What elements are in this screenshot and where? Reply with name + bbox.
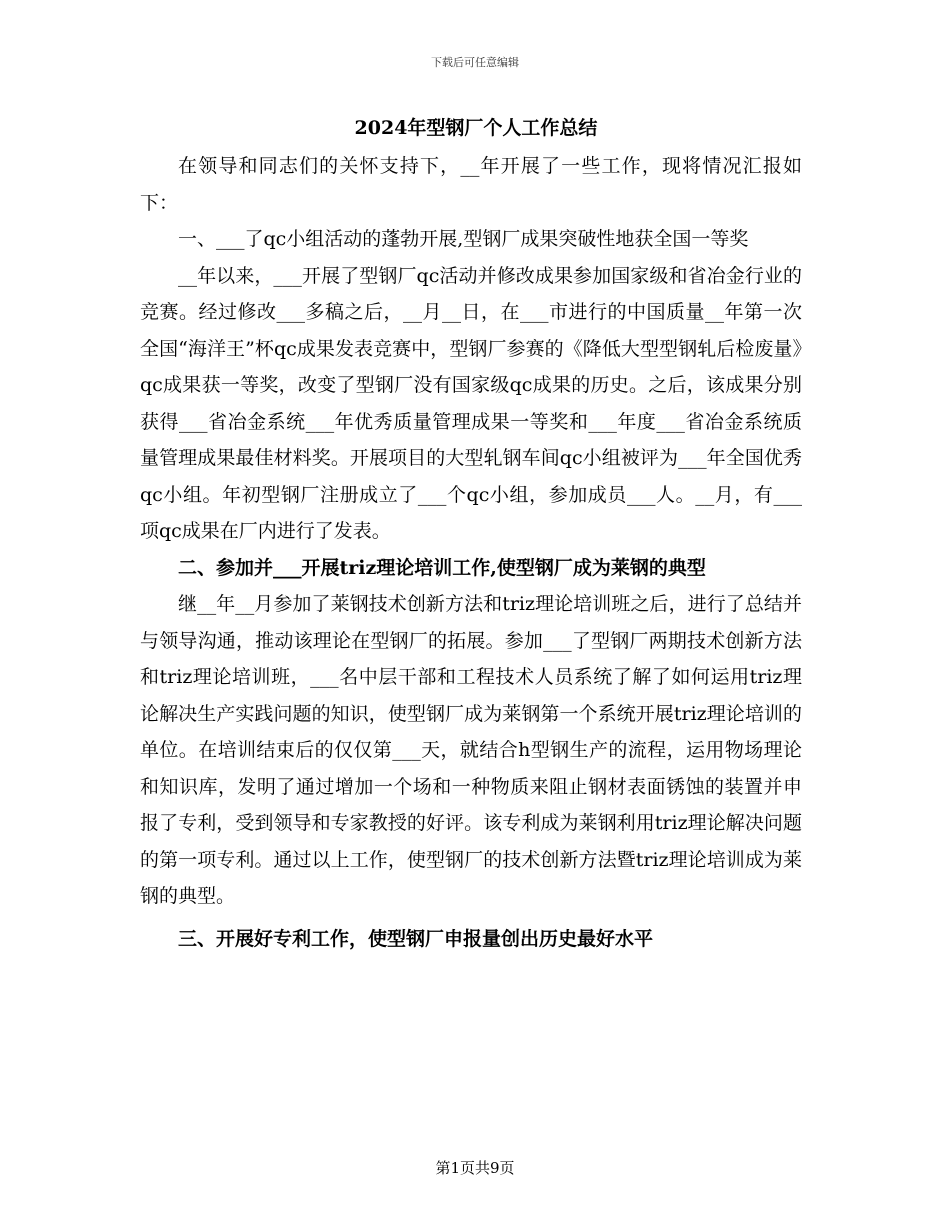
section-2-heading: 二、参加并___开展triz理论培训工作,使型钢厂成为莱钢的典型	[178, 556, 706, 579]
section-1-paragraph: __年以来，___开展了型钢厂qc活动并修改成果参加国家级和省冶金行业的竞赛。经过修改___多稿之后，__月__日，在___市进行的中国质量__年第一次全国“海洋王”杯qc成果发表竞赛中，型钢厂参赛的《降低大型型钢轧后检废量》qc成果获一等奖，改变了型钢厂没有国家级qc成果的历史。之后，该成果分别获得___省冶金系统___年优秀质量管理成果一等奖和___年度___省冶金系统质量管理成果最佳材料奖。开展项目的大型轧钢车间qc小组被评为___年全国优秀qc小组。年初型钢厂注册成立了___个qc小组，参加成员___人。__月，有___项qc成果在厂内进行了发表。	[140, 264, 802, 542]
document-title: 2024年型钢厂个人工作总结	[354, 117, 598, 139]
section-1-heading: 一、___了qc小组活动的蓬勃开展,型钢厂成果突破性地获全国一等奖	[178, 228, 749, 250]
section-3-heading: 三、开展好专利工作，使型钢厂申报量创出历史最好水平	[178, 927, 654, 950]
section-2-paragraph: 继__年__月参加了莱钢技术创新方法和triz理论培训班之后，进行了总结并与领导沟通，推动该理论在型钢厂的拓展。参加___了型钢厂两期技术创新方法和triz理论培训班，___名中层干部和工程技术人员系统了解了如何运用triz理论解决生产实践问题的知识，使型钢厂成为莱钢第一个系统开展triz理论培训的单位。在培训结束后的仅仅第___天，就结合h型钢生产的流程，运用物场理论和知识库，发明了通过增加一个场和一种物质来阻止钢材表面锈蚀的装置并申报了专利，受到领导和专家教授的好评。该专利成为莱钢利用triz理论解决问题的第一项专利。通过以上工作，使型钢厂的技术创新方法暨triz理论培训成为莱钢的典型。	[140, 593, 802, 907]
intro-paragraph: 在领导和同志们的关怀支持下，__年开展了一些工作，现将情况汇报如下：	[140, 155, 802, 214]
page-header: 下载后可任意编辑	[431, 56, 519, 69]
document-body	[140, 108, 802, 957]
page-number-footer: 第1页共9页	[435, 1159, 515, 1177]
